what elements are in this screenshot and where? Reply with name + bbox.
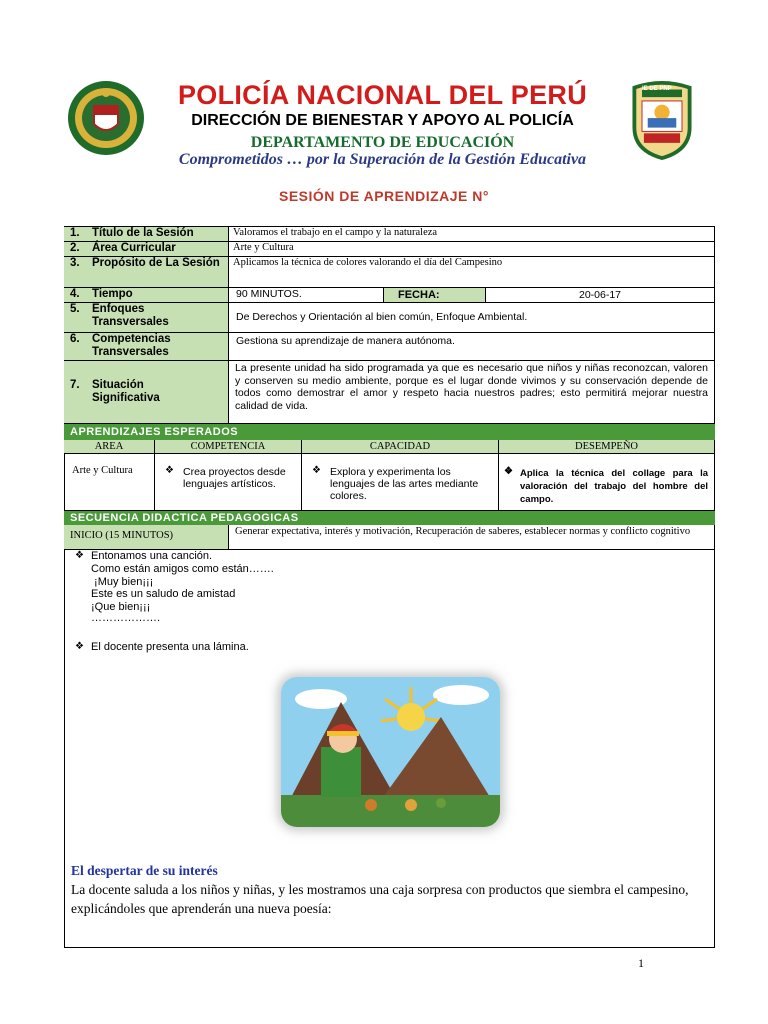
right-seal-text: IE DE PNP (642, 86, 672, 92)
direction-name: DIRECCIÓN DE BIENESTAR Y APOYO AL POLICÍA (191, 112, 574, 129)
song-line-1: Como están amigos como están……. (91, 563, 274, 575)
col-capacidad: CAPACIDAD (302, 440, 499, 454)
row-7-label: 7. Situación Significativa (64, 361, 229, 424)
row-7-value: La presente unidad ha sido programada ya que es necesario que niños y niñas reconozcan, valoren y conserven su medio ambiente, porque es el lugar donde vivimos y su conservación depende de todos como demostrar el amor y respeto hacia nuestros padres; esto permitirá mejorar nuestra calidad de vida. (229, 361, 715, 424)
diamond-bullet-icon: ❖ (75, 641, 84, 652)
row-4-value: 90 MINUTOS. (229, 288, 384, 303)
row-3-label: 3. Propósito de La Sesión (64, 257, 229, 288)
song-line-2: ¡Muy bien¡¡¡ (91, 576, 154, 588)
col-competencia: COMPETENCIA (155, 440, 302, 454)
desempeno-cell: ❖ Aplica la técnica del collage para la valoración del trabajo del hombre del campo. (499, 454, 715, 511)
row-5-label: 5. Enfoques Transversales (64, 303, 229, 333)
motto: Comprometidos … por la Superación de la Gestión Educativa (178, 151, 587, 168)
row-6-value: Gestiona su aprendizaje de manera autónoma. (229, 333, 715, 361)
song-line-5: ………………. (91, 612, 161, 624)
bullet-lamina: El docente presenta una lámina. (91, 641, 249, 653)
capacidad-cell: ❖ Explora y experimenta los lenguajes de las artes mediante colores. (302, 454, 499, 511)
police-crest-icon (66, 78, 146, 158)
area-cell: Arte y Cultura (64, 454, 155, 511)
row-1-label: 1. Título de la Sesión (64, 227, 229, 242)
song-line-4: ¡Que bien¡¡¡ (91, 601, 151, 613)
secuencia-bar: SECUENCIA DIDACTICA PEDAGOGICAS (64, 510, 715, 525)
row-1-value: Valoramos el trabajo en el campo y la naturaleza (229, 227, 715, 242)
institution-title: POLICÍA NACIONAL DEL PERÚ (177, 80, 588, 110)
diamond-bullet-icon: ❖ (165, 465, 174, 476)
col-area: AREA (64, 440, 155, 454)
row-6-label: 6. Competencias Transversales (64, 333, 229, 361)
row-2-label: 2. Área Curricular (64, 242, 229, 257)
bullet-song: Entonamos una canción. (91, 550, 213, 562)
session-title: SESIÓN DE APRENDIZAJE N° (278, 188, 489, 204)
row-2-value: Arte y Cultura (229, 242, 715, 257)
diamond-bullet-icon: ❖ (504, 466, 513, 477)
inicio-label: INICIO (15 MINUTOS) (64, 525, 229, 550)
row-4-label: 4. Tiempo (64, 288, 229, 303)
department-name: DEPARTAMENTO DE EDUCACIÓN (250, 134, 515, 151)
fecha-label: FECHA: (384, 288, 486, 303)
aprendizajes-bar: APRENDIZAJES ESPERADOS (64, 424, 715, 440)
campesino-illustration (281, 677, 500, 827)
right-seal (622, 80, 702, 165)
col-desempeno: DESEMPEÑO (499, 440, 715, 454)
song-line-3: Este es un saludo de amistad (91, 588, 236, 600)
interest-paragraph: La docente saluda a los niños y niñas, y les mostramos una caja sorpresa con productos que siembra el campesino, explicándoles que aprenderán una nueva poesía: (71, 882, 689, 916)
interest-heading: El despertar de su interés (71, 863, 218, 878)
page-number: 1 (638, 956, 644, 970)
fecha-value: 20-06-17 (486, 288, 715, 303)
diamond-bullet-icon: ❖ (312, 465, 321, 476)
school-badge-icon (622, 80, 702, 160)
row-3-value: Aplicamos la técnica de colores valorando el día del Campesino (229, 257, 715, 288)
campesino-collage-image (281, 677, 500, 827)
row-5-value: De Derechos y Orientación al bien común, Enfoque Ambiental. (229, 303, 715, 333)
inicio-desc: Generar expectativa, interés y motivación, Recuperación de saberes, establecer normas y conflicto cognitivo (229, 525, 715, 550)
diamond-bullet-icon: ❖ (75, 550, 84, 561)
competencia-cell: ❖ Crea proyectos desde lenguajes artísticos. (155, 454, 302, 511)
left-seal (66, 78, 146, 163)
